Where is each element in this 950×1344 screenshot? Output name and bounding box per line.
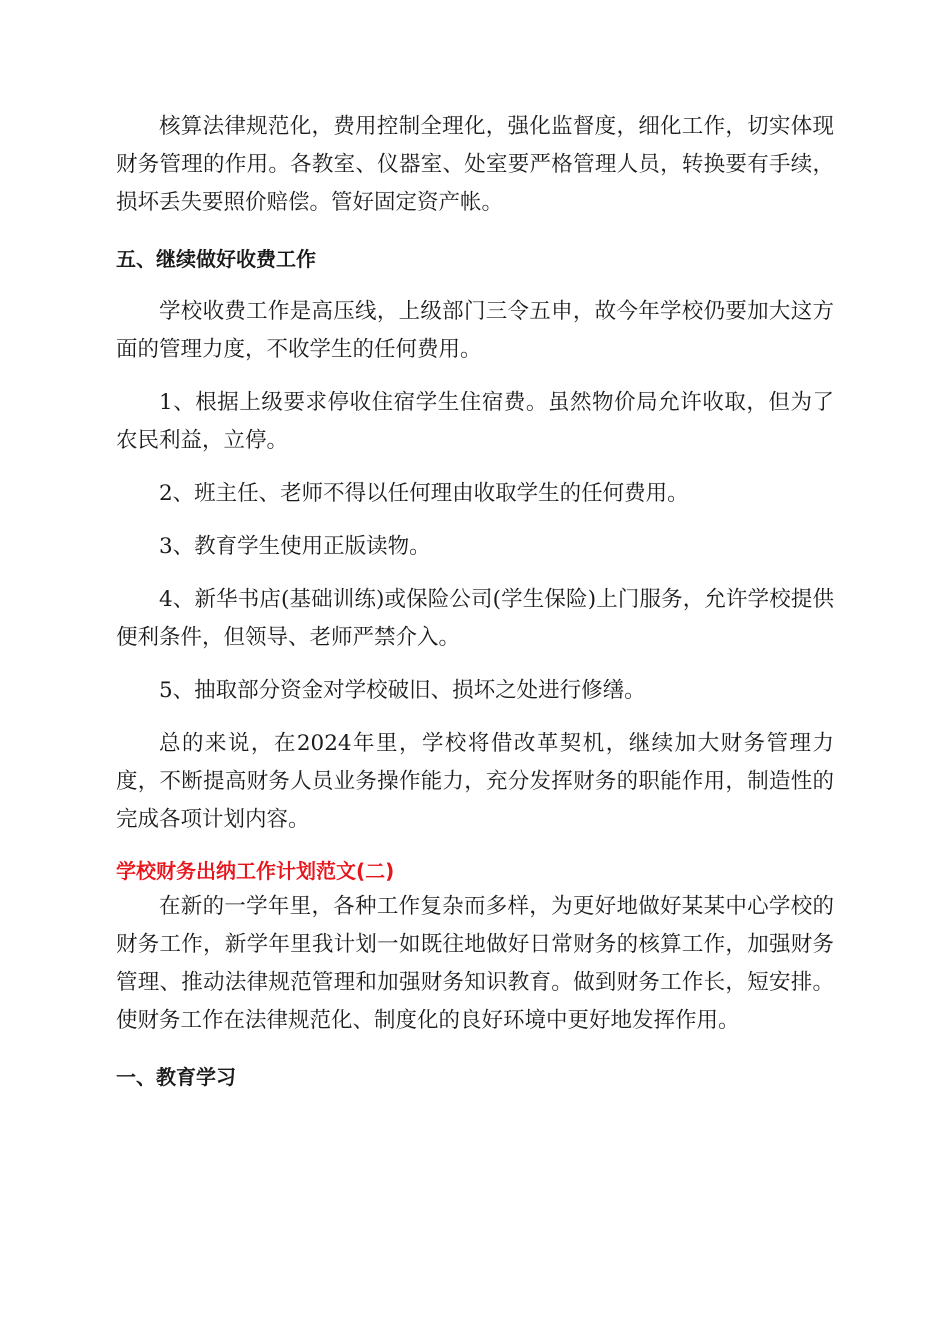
document-page <box>116 108 834 1096</box>
paragraph-new-year: 在新的一学年里，各种工作复杂而多样，为更好地做好某某中心学校的财务工作，新学年里我计划一如既往地做好日常财务的核算工作，加强财务管理、推动法律规范管理和加强财务知识教育。做到财务工作长，短安排。使财务工作在法律规范化、制度化的良好环境中更好地发挥作用。 <box>116 894 834 1033</box>
list-item-2: 2、班主任、老师不得以任何理由收取学生的任何费用。 <box>159 481 689 506</box>
article-title: 学校财务出纳工作计划范文(二) <box>116 859 395 883</box>
list-item-1: 1、根据上级要求停收住宿学生住宿费。虽然物价局允许收取，但为了农民利益，立停。 <box>116 390 834 453</box>
list-item-3: 3、教育学生使用正版读物。 <box>159 534 431 559</box>
paragraph-accounting: 核算法律规范化，费用控制全理化，强化监督度，细化工作，切实体现财务管理的作用。各教室、仪器室、处室要严格管理人员，转换要有手续，损坏丢失要照价赔偿。管好固定资产帐。 <box>116 114 834 215</box>
paragraph-summary: 总的来说，在2024年里，学校将借改革契机，继续加大财务管理力度，不断提高财务人员业务操作能力，充分发挥财务的职能作用，制造性的完成各项计划内容。 <box>116 731 834 832</box>
list-item-5: 5、抽取部分资金对学校破旧、损坏之处进行修缮。 <box>159 678 646 703</box>
section-heading-fees: 五、继续做好收费工作 <box>116 247 316 271</box>
section-heading-education: 一、教育学习 <box>116 1065 236 1089</box>
paragraph-fees-intro: 学校收费工作是高压线，上级部门三令五申，故今年学校仍要加大这方面的管理力度，不收学生的任何费用。 <box>116 299 834 362</box>
list-item-4: 4、新华书店(基础训练)或保险公司(学生保险)上门服务，允许学校提供便利条件，但领导、老师严禁介入。 <box>116 587 834 650</box>
